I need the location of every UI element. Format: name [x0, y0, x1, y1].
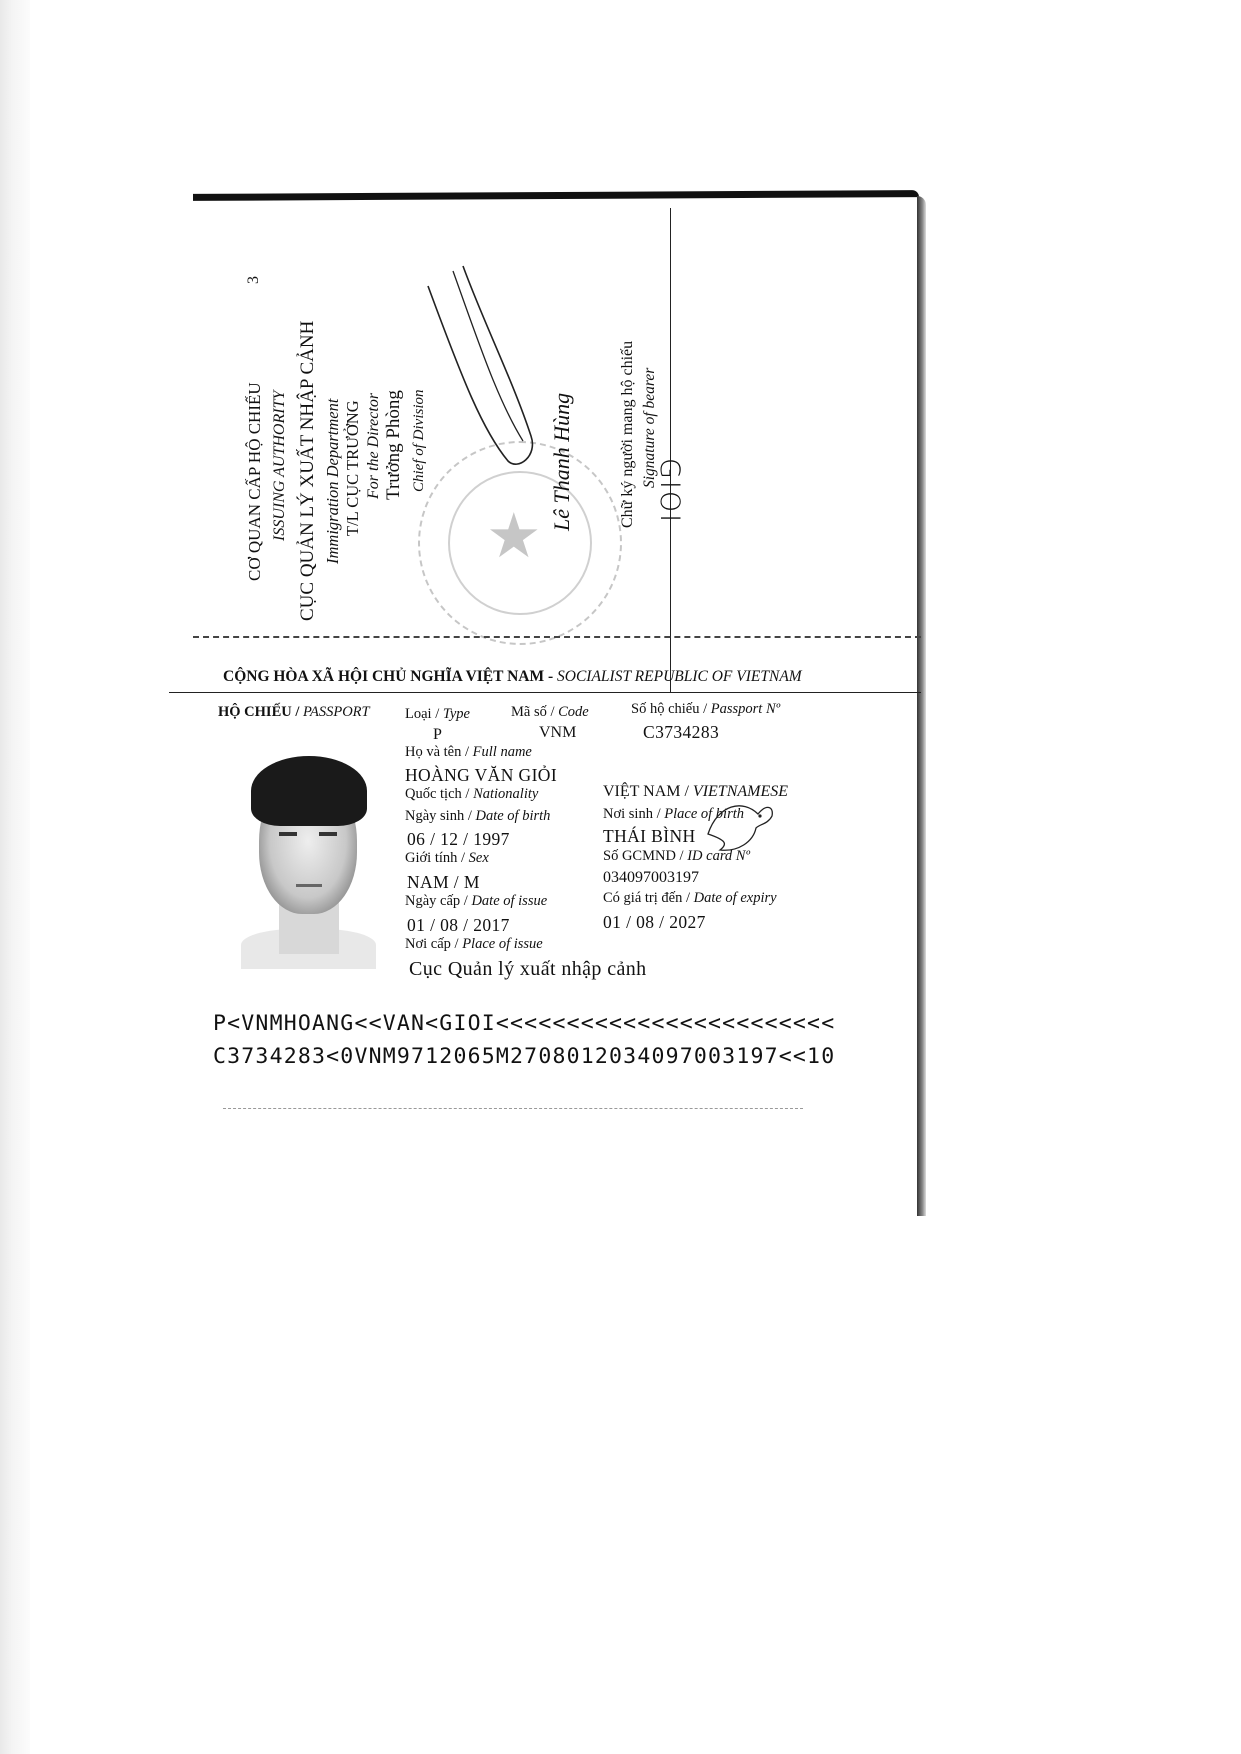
place-issue-label-en: Place of issue: [462, 936, 543, 952]
country-title-en: SOCIALIST REPUBLIC OF VIETNAM: [557, 668, 802, 685]
passport-number-label: [631, 701, 780, 718]
type-label: [405, 706, 470, 723]
passport-number-label-vi: Số hộ chiếu /: [631, 701, 711, 717]
expiry-label-vi: Có giá trị đến /: [603, 890, 694, 906]
doc-label-vi: HỘ CHIẾU /: [218, 704, 303, 720]
fullname-value: HOÀNG VĂN GIỎI: [405, 765, 558, 785]
dob-value: 06 / 12 / 1997: [407, 829, 510, 849]
passport-data-page: [193, 196, 928, 1221]
issue-date-label-en: Date of issue: [471, 893, 548, 909]
code-label-vi: Mã số /: [511, 704, 559, 720]
dob-label-en: Date of birth: [475, 808, 551, 824]
passport-number-value: C3734283: [643, 722, 720, 742]
sex-value: NAM / M: [407, 872, 480, 892]
issue-date-label: [405, 893, 547, 910]
type-value: P: [433, 726, 442, 743]
expiry-label-en: Date of expiry: [693, 890, 777, 906]
place-issue-label: [405, 936, 543, 953]
country-title: [223, 668, 802, 686]
department-en: Immigration Department: [323, 398, 342, 564]
signer-name: Lê Thanh Hùng: [549, 392, 574, 531]
place-issue-value: Cục Quản lý xuất nhập cảnh: [409, 958, 647, 980]
issue-date-value: 01 / 08 / 2017: [407, 915, 510, 935]
scan-edge-shadow: [0, 0, 30, 1754]
type-label-vi: Loại /: [405, 706, 443, 722]
dob-label: [405, 808, 550, 825]
photo-hair: [251, 756, 367, 826]
pob-label-vi: Nơi sinh /: [603, 806, 665, 822]
mrz-line-1: P<VNMHOANG<<VAN<GIOI<<<<<<<<<<<<<<<<<<<<<<<<: [213, 1011, 836, 1036]
code-value: VNM: [539, 724, 577, 741]
sex-label-en: Sex: [468, 850, 489, 866]
department-vi: CỤC QUẢN LÝ XUẤT NHẬP CẢNH: [297, 320, 318, 621]
issue-date-label-vi: Ngày cấp /: [405, 893, 472, 909]
country-title-vi: CỘNG HÒA XÃ HỘI CHỦ NGHĨA VIỆT NAM -: [223, 668, 557, 685]
chief-vi: Trưởng Phòng: [383, 390, 404, 500]
pob-label-en: Place of birth: [664, 806, 744, 822]
fold-line: [193, 636, 921, 638]
nationality-label-en: Nationality: [473, 786, 539, 802]
bearer-signature-mark: GIOI: [654, 458, 685, 525]
photo-mouth: [296, 884, 322, 887]
sex-label: [405, 850, 489, 867]
place-issue-label-vi: Nơi cấp /: [405, 936, 463, 952]
issuing-authority-vi: CƠ QUAN CẤP HỘ CHIẾU: [245, 382, 264, 581]
nationality-label: [405, 786, 538, 803]
id-value: 034097003197: [603, 869, 699, 886]
page-top-edge: [193, 190, 919, 201]
code-label: [511, 704, 589, 721]
dob-label-vi: Ngày sinh /: [405, 808, 476, 824]
mrz-line-2: C3734283<0VNM9712065M2708012034097003197<<10: [213, 1044, 836, 1069]
bottom-edge-rule: [223, 1108, 803, 1109]
nationality-value-en: VIETNAMESE: [692, 783, 789, 800]
photo-eye-right: [319, 832, 337, 836]
photo-eye-left: [279, 832, 297, 836]
bearer-signature-label-en: Signature of bearer: [641, 367, 658, 488]
chief-en: Chief of Division: [411, 389, 427, 492]
fullname-label: [405, 744, 532, 761]
id-label: [603, 848, 750, 865]
sex-label-vi: Giới tính /: [405, 850, 469, 866]
fullname-label-en: Full name: [472, 744, 532, 760]
pob-value: THÁI BÌNH: [603, 826, 696, 846]
expiry-value: 01 / 08 / 2027: [603, 912, 706, 932]
nationality-label-vi: Quốc tịch /: [405, 786, 474, 802]
for-director-vi: T/L CỤC TRƯỞNG: [343, 400, 362, 536]
expiry-label: [603, 890, 777, 907]
issuing-authority-en: ISSUING AUTHORITY: [271, 390, 288, 541]
id-label-vi: Số GCMND /: [603, 848, 688, 864]
page-right-edge: [917, 196, 926, 1216]
signature-divider: [670, 208, 671, 692]
id-label-en: ID card Nº: [687, 848, 750, 864]
director-signature-stroke: [423, 261, 553, 501]
header-rule: [169, 692, 921, 693]
doc-label-en: PASSPORT: [303, 704, 370, 720]
doc-label: [218, 704, 370, 721]
fullname-label-vi: Họ và tên /: [405, 744, 473, 760]
seal-star-icon: ★: [486, 503, 542, 571]
nationality-value-vi: VIỆT NAM /: [603, 783, 693, 800]
for-director-en: For the Director: [365, 392, 382, 499]
type-label-en: Type: [442, 706, 470, 722]
passport-number-label-en: Passport Nº: [710, 701, 781, 717]
page-number: 3: [245, 276, 262, 284]
code-label-en: Code: [558, 704, 589, 720]
bearer-signature-label-vi: Chữ ký người mang hộ chiếu: [619, 340, 636, 528]
holder-photo: [241, 744, 376, 969]
